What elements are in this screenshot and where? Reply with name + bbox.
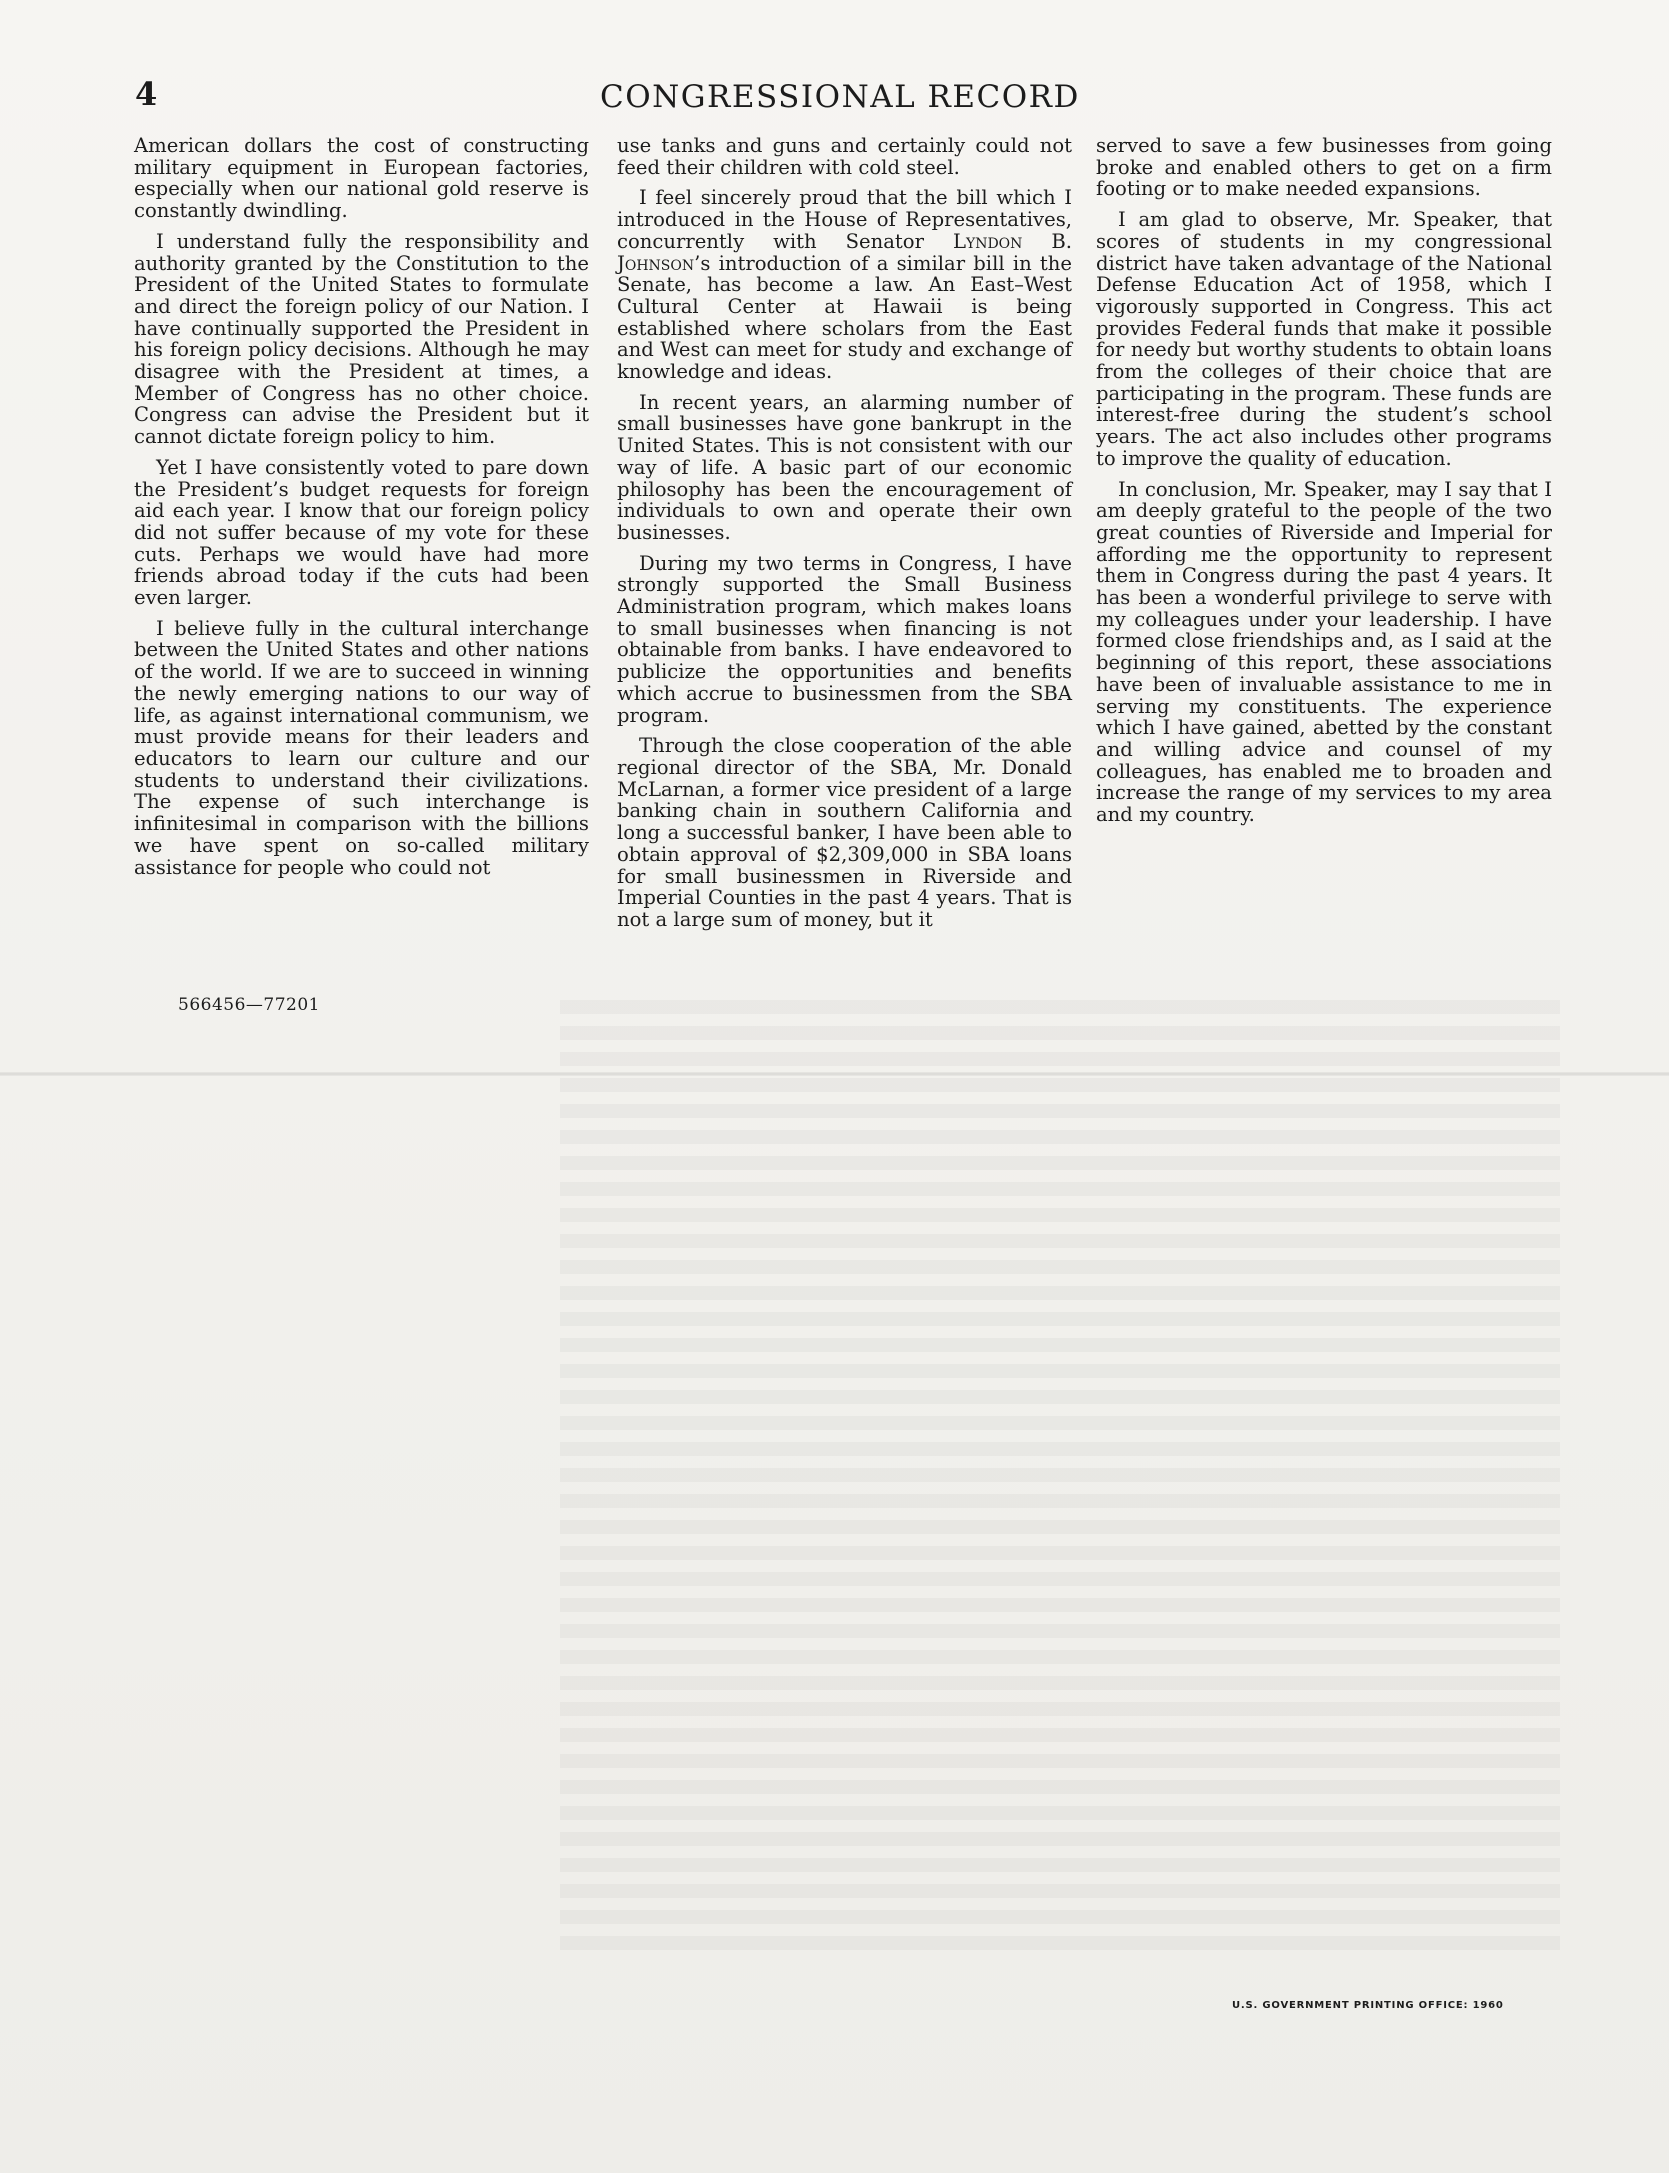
senator-name: Lyndon B. Johnson: [617, 229, 1073, 275]
paragraph: In recent years, an alarming number of small businesses have gone bankrupt in the United States. This is not consistent with our way of life. A basic part of our economic philosophy has been the encouragement of individuals to own and operate their own businesses.: [617, 390, 1072, 544]
paragraph: Yet I have consistently voted to pare down the President’s budget requests for foreign aid each year. I know that our foreign policy did not suffer because of my vote for these cuts. Perhaps we would have had more friends abroad today if the cuts had been even larger.: [134, 455, 589, 610]
paragraph: I am glad to observe, Mr. Speaker, that scores of students in my congressional district have taken advantage of the National Defense Education Act of 1958, which I vigorously supported in Congress. This act provides Federal funds that make it possible for needy but worthy students to obtain loans from the colleges of their choice that are participating in the program. These funds are interest-free during the student’s school years. The act also includes other programs to improve the quality of education.: [1096, 208, 1552, 470]
paragraph: I understand fully the responsibility and authority granted by the Constitution to the President of the United States to formulate and direct the foreign policy of our Nation. I have continually supported the President in his foreign policy decisions. Although he may disagree with the President at times, a Member of Congress has no other choice. Congress can advise the President but it cannot dictate foreign policy to him.: [134, 229, 589, 449]
page-number: 4: [135, 75, 158, 113]
paragraph-text: ’s introduction of a similar bill in the Senate, has become a law. An East–West Cultural Center at Hawaii is being established where scholars from the East and West can meet for study and exchange of knowledge and ideas.: [617, 251, 1072, 384]
column-3: [1096, 135, 1552, 835]
paragraph: I believe fully in the cultural interchange between the United States and other nations of the world. If we are to succeed in winning the newly emerging nations to our way of life, as against international communism, we must provide means for their leaders and educators to learn our culture and our students to understand their civilizations. The expense of such interchange is infinitesimal in comparison with the billions we have spent on so-called military assistance for people who could not: [134, 616, 589, 879]
column-1: [134, 135, 589, 887]
paragraph-with-name: [617, 187, 1072, 382]
job-number: 566456—77201: [178, 995, 320, 1015]
paragraph: use tanks and guns and certainly could not feed their children with cold steel.: [617, 134, 1072, 179]
paragraph: Through the close cooperation of the able regional director of the SBA, Mr. Donald McLarnan, a former vice president of a large banking chain in southern California and long a successful banker, I have been able to obtain approval of $2,309,000 in SBA loans for small businessmen in Riverside and Imperial Counties in the past 4 years. That is not a large sum of money, but it: [617, 734, 1072, 931]
page-title: CONGRESSIONAL RECORD: [600, 79, 1080, 115]
paragraph: served to save a few businesses from going broke and enabled others to get on a firm footing or to make needed expansions.: [1096, 134, 1552, 201]
paragraph: In conclusion, Mr. Speaker, may I say that I am deeply grateful to the people of the two great counties of Riverside and Imperial for affording me the opportunity to represent them in Congress during the past 4 years. It has been a wonderful privilege to serve with my colleagues under your leadership. I have formed close friendships and, as I said at the beginning of this report, these associations have been of invaluable assistance to me in serving my constituents. The experience which I have gained, abetted by the constant and willing advice and counsel of my colleagues, has enabled me to broaden and increase the range of my services to my area and my country.: [1096, 477, 1552, 827]
column-2: [617, 135, 1072, 940]
fold-crease: [0, 1072, 1669, 1076]
paragraph-text: I feel sincerely proud that the bill which I introduced in the House of Representatives, concurrently with Senator: [617, 186, 1072, 253]
bleed-through-shadow: [560, 1000, 1560, 1960]
paragraph: American dollars the cost of constructing military equipment in European factories, especially when our national gold reserve is constantly dwindling.: [134, 134, 589, 223]
printer-imprint: U.S. GOVERNMENT PRINTING OFFICE: 1960: [1232, 2000, 1504, 2011]
paragraph: During my two terms in Congress, I have strongly supported the Small Business Administration program, which makes loans to small businesses when financing is not obtainable from banks. I have endeavored to publicize the opportunities and benefits which accrue to businessmen from the SBA program.: [617, 551, 1072, 727]
